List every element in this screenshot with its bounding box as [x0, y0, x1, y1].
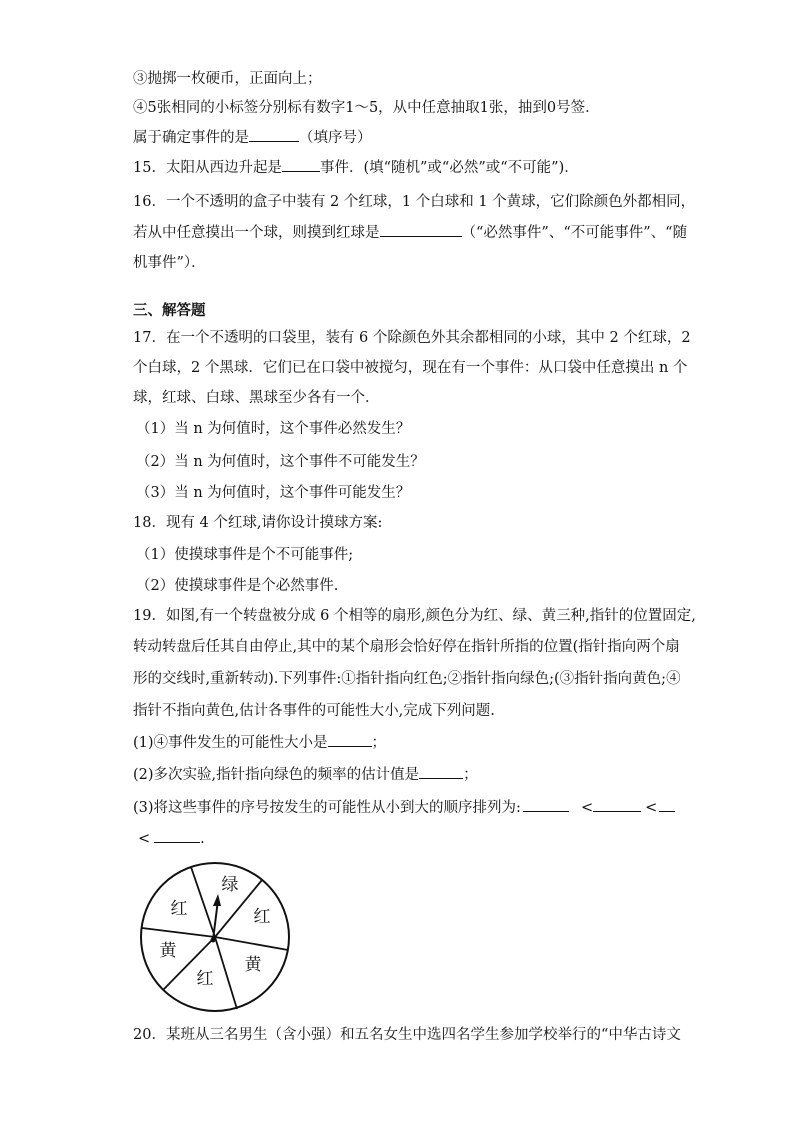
- q17-line2: 个白球，2 个黑球．它们已在口袋中被搅匀，现在有一个事件：从口袋中任意摸出 n 个: [133, 360, 688, 376]
- section-heading: 三、解答题: [133, 302, 206, 319]
- q15-hint: 事件．(填“随机”或“必然”或“不可能”)．: [319, 160, 579, 176]
- q19-sub1-prompt: (1)④事件发生的可能性大小是: [133, 735, 328, 751]
- q16-line1: 16．一个不透明的盒子中装有 2 个红球，1 个白球和 1 个黄球，它们除颜色外都相同，: [133, 194, 696, 210]
- q19-line3: 形的交线时,重新转动).下列事件:①指针指向红色;②指针指向绿色;(③指针指向黄色;④: [133, 671, 681, 687]
- answer-blank[interactable]: [380, 222, 462, 237]
- answer-blank[interactable]: [154, 828, 200, 843]
- q18-sub1: （1）使摸球事件是个不可能事件;: [136, 547, 354, 563]
- q14-answer-line: [133, 127, 372, 148]
- q19-sub2: [133, 764, 478, 785]
- item-coin-toss: ③抛掷一枚硬币，正面向上；: [133, 71, 322, 87]
- item-label-draw: ④5张相同的小标签分别标有数字1～5，从中任意抽取1张，抽到0号签．: [133, 100, 600, 116]
- q19-sub1: [133, 732, 386, 753]
- q19-line4: 指针不指向黄色,估计各事件的可能性大小,完成下列问题.: [133, 703, 495, 719]
- q19-sub3: [133, 797, 675, 818]
- answer-blank[interactable]: [328, 732, 372, 747]
- q14-hint: （填序号）: [299, 130, 372, 146]
- answer-blank[interactable]: [419, 764, 463, 779]
- q17-sub2: （2）当 n 为何值时，这个事件不可能发生？: [136, 454, 425, 470]
- q16-line3: 机事件”）．: [133, 255, 206, 271]
- q19-line2: 转动转盘后任其自由停止,其中的某个扇形会恰好停在指针所指的位置(指针指向两个扇: [133, 639, 680, 655]
- q19-sub3-prompt: (3)将这些事件的序号按发生的可能性从小到大的顺序排列为:: [133, 800, 521, 816]
- q18-line1: 18．现有 4 个红球,请你设计摸球方案:: [133, 515, 383, 531]
- answer-blank[interactable]: [249, 127, 299, 142]
- answer-blank[interactable]: [523, 797, 569, 812]
- q15-prompt: 15．太阳从西边升起是: [133, 160, 282, 176]
- period: .: [200, 831, 205, 847]
- spinner-wheel: [137, 860, 297, 1015]
- sector-label-green: 绿: [221, 875, 239, 895]
- q19-sub2-prompt: (2)多次实验,指针指向绿色的频率的估计值是: [133, 767, 420, 783]
- q19-sub1-end: ；: [371, 735, 387, 751]
- sector-label-red: 红: [253, 907, 271, 927]
- q19-sub3-cont: [138, 828, 205, 849]
- answer-blank[interactable]: [593, 797, 641, 812]
- q17-sub1: （1）当 n 为何值时，这个事件必然发生？: [136, 421, 411, 437]
- answer-blank[interactable]: [282, 157, 320, 172]
- q16-hint: （“必然事件”、“不可能事件”、“随: [461, 225, 688, 241]
- q20-line1: 20．某班从三名男生（含小强）和五名女生中选四名学生参加学校举行的“中华古诗文: [133, 1027, 681, 1043]
- q17-line1: 17．在一个不透明的口袋里，装有 6 个除颜色外其余都相同的小球，其中 2 个红球，2: [133, 330, 691, 346]
- q17-sub3: （3）当 n 为何值时，这个事件可能发生？: [136, 485, 411, 501]
- sector-label-yellow: 黄: [159, 941, 177, 961]
- less-than-sign: <: [645, 800, 658, 816]
- q15: [133, 157, 579, 178]
- sector-label-yellow: 黄: [244, 955, 262, 975]
- answer-blank[interactable]: [659, 797, 675, 812]
- less-than-sign: <: [138, 831, 151, 847]
- sector-label-red: 红: [170, 899, 188, 919]
- q19-sub2-end: ；: [463, 767, 478, 783]
- q19-line1: 19．如图,有一个转盘被分成 6 个相等的扇形,颜色分为红、绿、黄三种,指针的位置固定,: [133, 608, 696, 624]
- q16-prompt: 若从中任意摸出一个球，则摸到红球是: [133, 225, 380, 241]
- sector-label-red: 红: [196, 969, 214, 989]
- less-than-sign: <: [580, 800, 594, 816]
- q17-line3: 球，红球、白球、黑球至少各有一个．: [133, 390, 380, 406]
- q14-prompt: 属于确定事件的是: [133, 130, 249, 146]
- q16-line2: [133, 222, 687, 243]
- q18-sub2: （2）使摸球事件是个必然事件.: [136, 578, 339, 594]
